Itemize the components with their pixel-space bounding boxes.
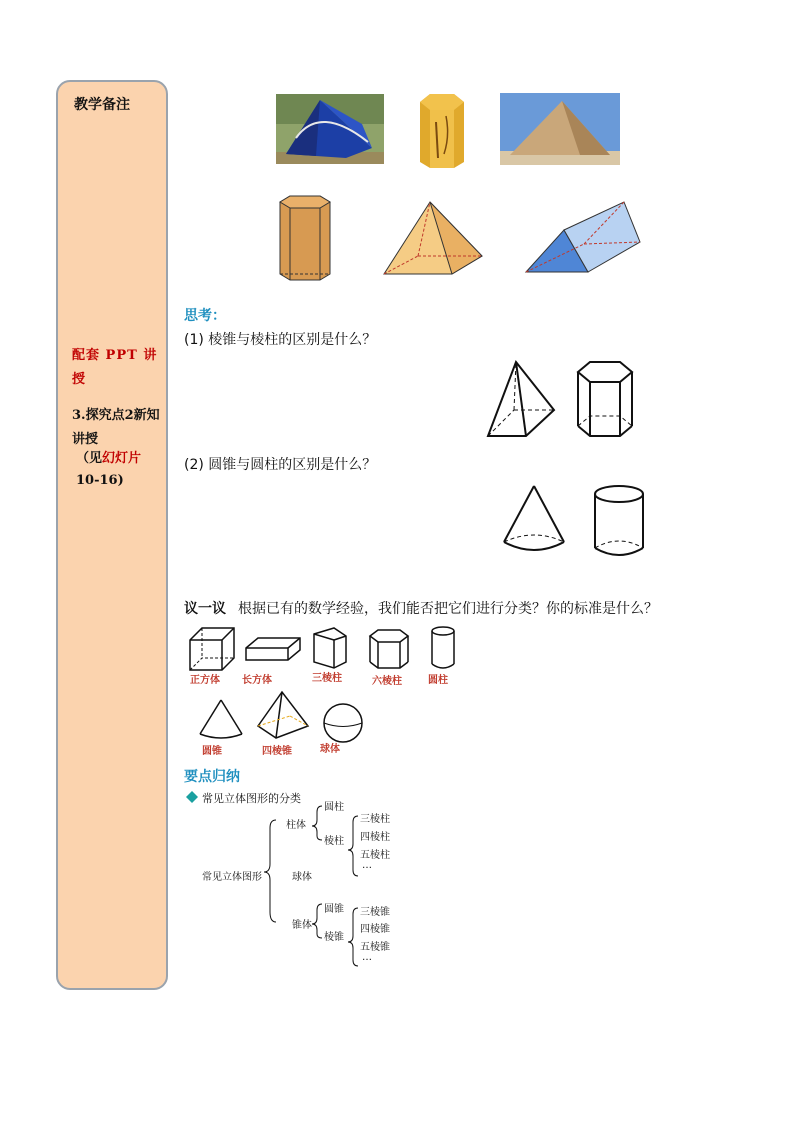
solid-label-hexagonal-prism: 六棱柱: [372, 676, 402, 687]
tea-box-photo: [414, 92, 470, 168]
tree-cone: 圆锥: [324, 904, 344, 915]
sidebar-slide-ref: [76, 448, 166, 492]
solid-label-cone: 圆锥: [202, 746, 222, 757]
tree-pyramid-item: 五棱锥: [360, 942, 390, 953]
tree-prism-group: 柱体: [286, 820, 306, 831]
classification-tree-braces: [260, 800, 370, 970]
solid-label-cuboid: 长方体: [242, 675, 272, 686]
tree-prism-item: …: [362, 860, 372, 871]
solid-label-square-pyramid: 四棱锥: [262, 746, 292, 757]
tree-cone-group: 锥体: [292, 920, 312, 931]
ppt-label: PPT: [105, 348, 138, 363]
hexagonal-prism-line-drawing: [576, 360, 634, 440]
tree-pyramid-item: 四棱锥: [360, 924, 390, 935]
cube-drawing: [188, 626, 236, 672]
square-pyramid-small-drawing: [256, 690, 310, 740]
tree-sphere: 球体: [292, 872, 312, 883]
tree-prism-item: 四棱柱: [360, 832, 390, 843]
cone-small-drawing: [198, 698, 244, 742]
tree-pyramid: 棱锥: [324, 932, 344, 943]
pyramid-photo: [500, 93, 620, 165]
discuss-text: 根据已有的数学经验，我们能否把它们进行分类？你的标准是什么？: [238, 601, 658, 617]
question-1: (1) 棱锥与棱柱的区别是什么？: [184, 332, 377, 348]
ppt-red-label: 配套: [72, 348, 101, 363]
ppt-end-label: 讲授: [72, 348, 158, 387]
tree-cylinder: 圆柱: [324, 802, 344, 813]
cone-line-drawing: [502, 484, 566, 558]
tent-photo: [276, 94, 384, 164]
see-range: 10-16): [76, 473, 124, 488]
see-open: （见: [76, 451, 103, 466]
sidebar-step: 3.探究点2新知讲授: [72, 408, 160, 447]
think-label: 思考：: [184, 308, 226, 324]
cylinder-small-drawing: [430, 626, 456, 670]
solid-label-triangular-prism: 三棱柱: [312, 673, 342, 684]
triangular-prism-small-drawing: [312, 626, 348, 670]
solid-label-sphere: 球体: [320, 744, 340, 755]
cylinder-line-drawing: [592, 484, 646, 560]
question-2: (2) 圆锥与圆柱的区别是什么？: [184, 457, 377, 473]
tree-pyramid-item: 三棱锥: [360, 907, 390, 918]
pyramid-line-drawing: [486, 360, 558, 438]
tree-prism-item: 三棱柱: [360, 814, 390, 825]
pyramid-drawing: [382, 200, 486, 278]
solid-label-cube: 正方体: [190, 675, 220, 686]
tree-root: 常见立体图形: [202, 872, 262, 883]
sidebar-title: 教学备注: [74, 97, 130, 113]
hexagonal-prism-small-drawing: [368, 628, 410, 670]
solid-label-cylinder: 圆柱: [428, 675, 448, 686]
summary-subtitle: 常见立体图形的分类: [202, 792, 301, 805]
diamond-icon: [186, 791, 198, 803]
tree-pyramid-item: …: [362, 952, 372, 963]
tree-prism-item: 五棱柱: [360, 850, 390, 861]
tree-prism: 棱柱: [324, 836, 344, 847]
cuboid-drawing: [244, 636, 302, 662]
discuss-label: 议一议: [184, 601, 226, 617]
summary-label: 要点归纳: [184, 769, 240, 785]
teaching-notes-sidebar: [56, 80, 168, 990]
hexagonal-prism-drawing: [270, 194, 340, 284]
sphere-drawing: [322, 702, 364, 744]
sidebar-ppt-note: [72, 344, 158, 392]
see-red: 幻灯片: [102, 451, 142, 466]
triangular-prism-drawing: [524, 200, 642, 276]
